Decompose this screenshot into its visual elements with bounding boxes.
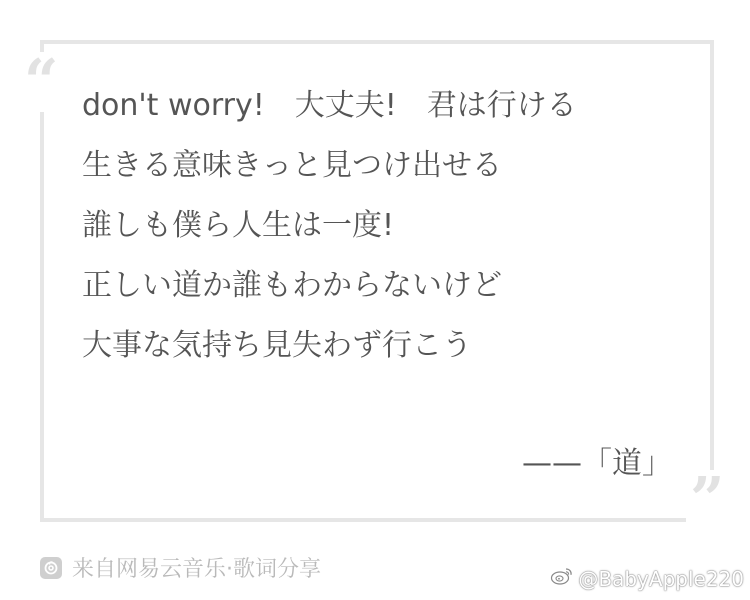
lyrics-block <box>82 76 682 376</box>
weibo-icon <box>550 566 574 591</box>
lyric-line-4: 正しい道か誰もわからないけど <box>82 268 502 303</box>
open-quote-mark: “ <box>20 52 63 112</box>
share-source <box>40 552 321 583</box>
weibo-watermark <box>550 566 744 591</box>
share-source-text: 来自网易云音乐·歌词分享 <box>72 557 321 582</box>
lyric-line-3: 誰しも僕ら人生は一度! <box>82 208 395 243</box>
lyric-line-1: don't worry! 大丈夫! 君は行ける <box>82 88 577 123</box>
watermark-text: @BabyApple220 <box>578 566 744 591</box>
lyric-line-2: 生きる意味きっと見つけ出せる <box>82 148 502 183</box>
close-quote-mark: ” <box>686 470 729 530</box>
lyric-line-5: 大事な気持ち見失わず行こう <box>82 328 472 363</box>
song-title-signature: ——「道」 <box>522 446 672 481</box>
netease-music-icon <box>40 557 62 579</box>
